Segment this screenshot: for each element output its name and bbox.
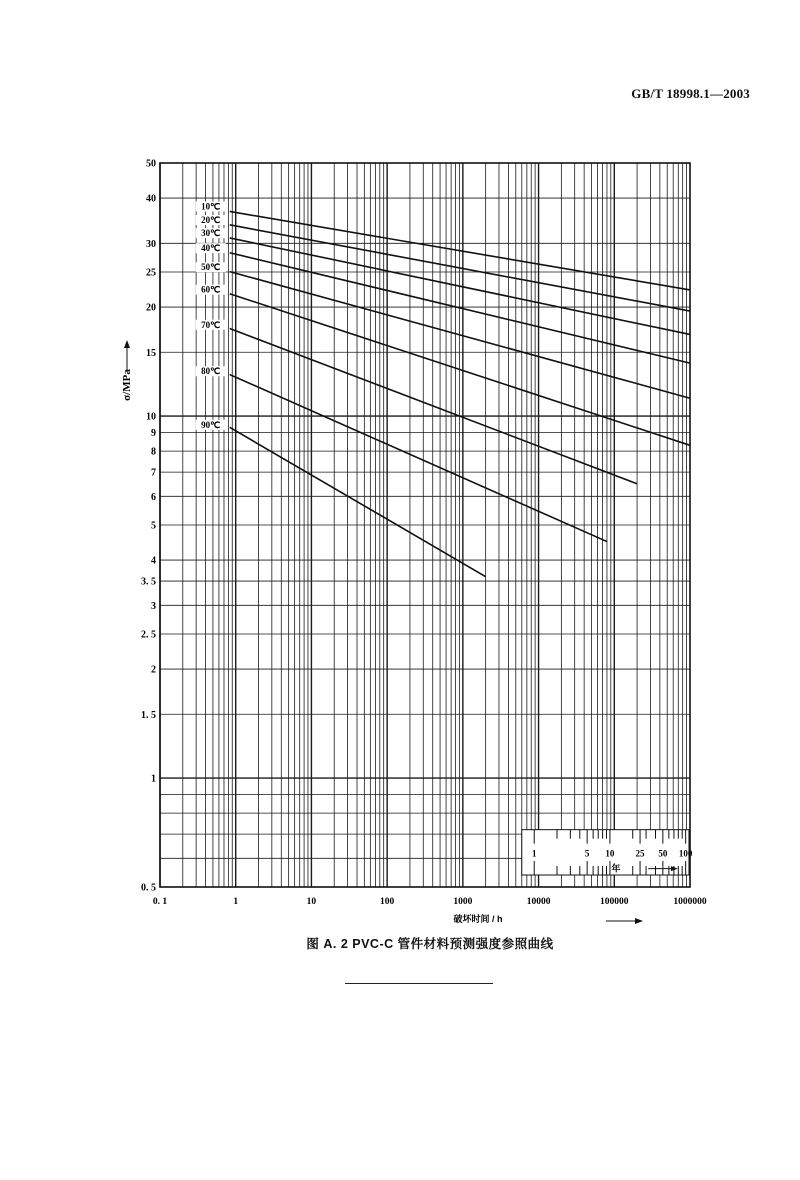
y-axis-title [121,340,133,401]
x-axis-label: 破坏时间 / h [453,914,503,924]
grid [160,163,690,887]
series-line [230,238,690,335]
series-label: 60℃ [201,284,221,295]
series-label: 80℃ [201,366,221,377]
years-tick-label: 50 [658,848,668,859]
y-tick-label: 15 [146,347,156,359]
y-tick-label: 0. 5 [141,882,156,894]
y-tick-label: 3. 5 [141,576,156,588]
series-line [230,427,486,576]
series-label: 10℃ [201,201,221,212]
y-axis-label: σ/MPa [121,369,133,401]
x-tick-label: 1000 [453,897,473,907]
y-tick-label: 2. 5 [141,629,156,641]
y-tick-label: 25 [146,267,156,279]
y-tick-label: 1 [151,773,156,785]
y-tick-label: 20 [146,302,156,314]
y-tick-label: 4 [151,555,156,567]
years-unit-label: 年 [611,864,621,875]
y-tick-label: 2 [151,664,156,676]
series-label: 70℃ [201,319,221,330]
y-tick-label: 9 [151,428,156,440]
y-tick-label: 10 [146,411,156,423]
series-lines [230,211,690,576]
series-line [230,294,690,446]
x-tick-label: 10000 [526,897,551,907]
y-tick-label: 30 [146,238,156,250]
years-tick-label: 1 [531,848,537,859]
years-tick-label: 100 [678,848,693,859]
series-label: 20℃ [201,214,221,225]
y-axis-arrowhead [124,340,130,348]
y-tick-label: 1. 5 [141,709,156,721]
x-tick-label: 10 [306,897,317,907]
x-axis-arrowhead [635,918,643,924]
series-line [230,211,690,289]
series-line [230,225,690,311]
x-axis-ticks [153,897,707,907]
y-tick-label: 50 [146,158,156,170]
x-tick-label: 100000 [600,897,629,907]
x-tick-label: 1000000 [673,897,707,907]
y-tick-label: 40 [146,193,156,205]
figure-caption: 图 A. 2 PVC-C 管件材料预测强度参照曲线 [306,937,554,951]
series-line [230,272,690,399]
separator-rule [345,983,493,984]
series-line [230,328,637,483]
series-label: 90℃ [201,419,221,430]
y-tick-label: 8 [151,446,156,458]
y-tick-label: 3 [151,600,156,612]
series-line [230,253,690,363]
y-tick-label: 6 [151,491,156,503]
years-tick-label: 25 [635,848,645,859]
standard-code: GB/T 18998.1—2003 [631,86,750,101]
y-tick-label: 5 [151,520,156,532]
series-label: 50℃ [201,262,221,273]
x-axis-title [454,913,644,924]
series-label: 30℃ [201,228,221,239]
x-tick-label: 1 [233,897,239,907]
y-axis-ticks [141,159,156,894]
series-labels [196,201,226,429]
y-tick-label: 7 [151,467,156,479]
years-tick-label: 10 [605,848,615,859]
series-label: 40℃ [201,243,221,254]
x-tick-label: 0. 1 [152,897,168,907]
x-tick-label: 100 [380,897,395,907]
years-tick-label: 5 [584,848,590,859]
